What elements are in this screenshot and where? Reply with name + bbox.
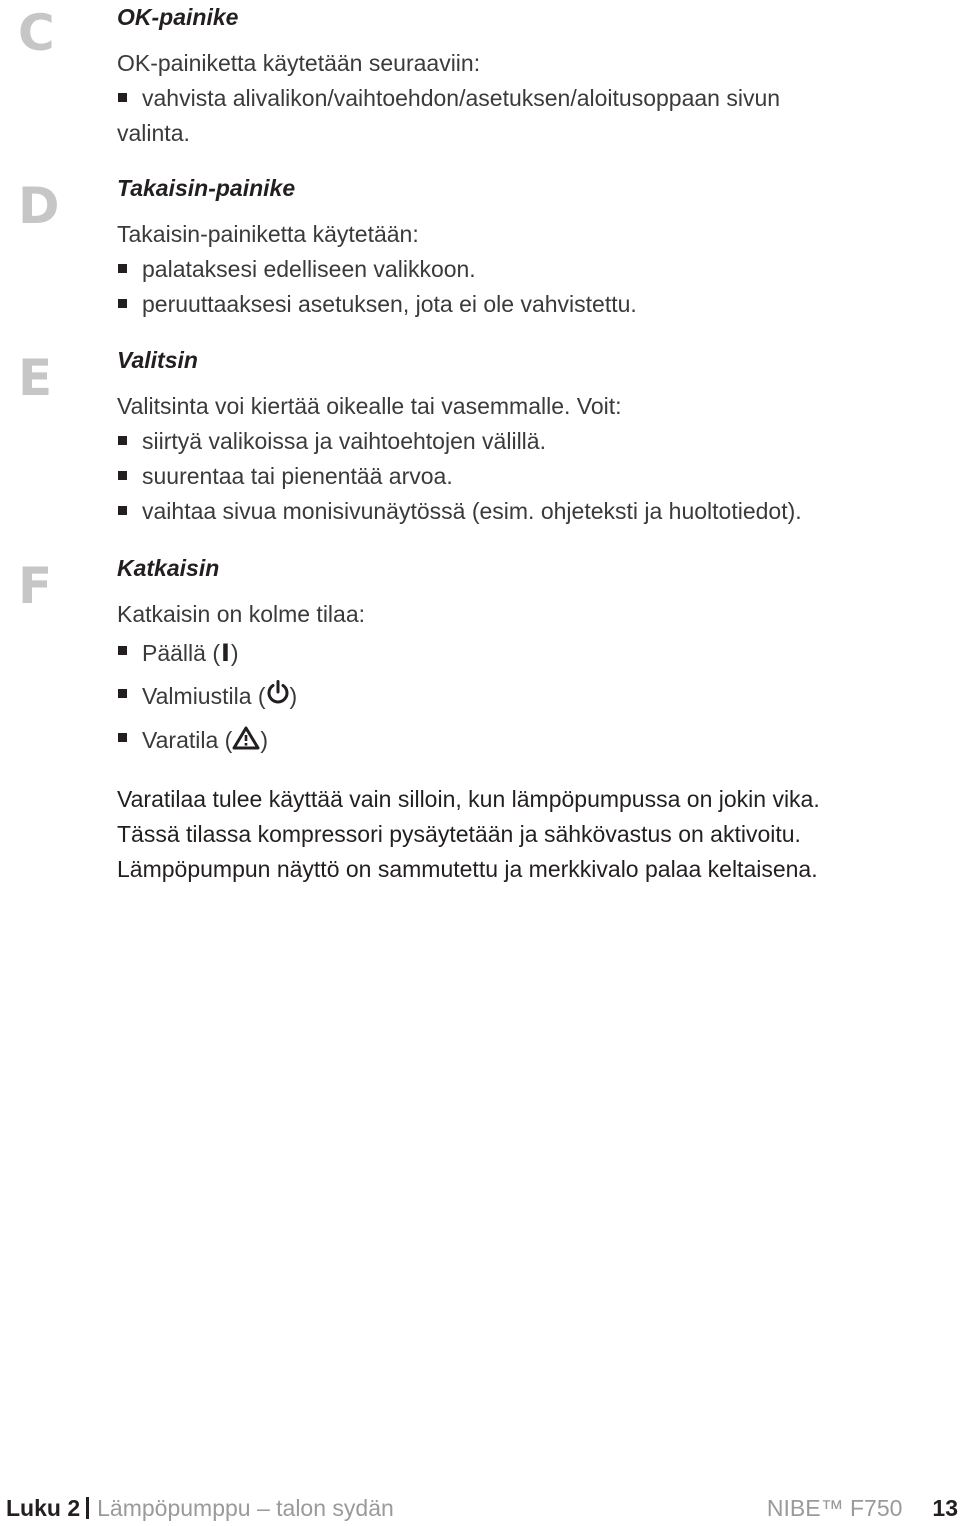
section-intro: Takaisin-painiketta käytetään: (117, 221, 419, 247)
section-letter: D (18, 177, 60, 235)
list-item-continuation: valinta. (117, 120, 190, 146)
on-symbol: I (220, 639, 230, 667)
paragraph-line: Lämpöpumpun näyttö on sammutettu ja merkkivalo palaa keltaisena. (117, 855, 818, 882)
mode-emergency (117, 719, 937, 763)
footer-chapter: Luku 2 (6, 1495, 81, 1521)
section-heading: Katkaisin (117, 555, 220, 581)
page-number: 13 (932, 1495, 958, 1521)
mode-label: Päällä ( (142, 640, 220, 666)
section-letter: F (18, 557, 53, 615)
list-item: vahvista alivalikon/vaihtoehdon/asetuksen/aloitusoppaan sivun (117, 81, 937, 116)
footer-product: NIBE™ F750 (766, 1495, 903, 1521)
section-intro: Katkaisin on kolme tilaa: (117, 601, 366, 627)
mode-label: Varatila ( (142, 727, 233, 754)
list-item: palataksesi edelliseen valikkoon. (117, 252, 937, 287)
mode-close: ) (260, 727, 268, 754)
mode-close: ) (289, 683, 298, 709)
section-heading: Takaisin-painike (117, 175, 296, 201)
paragraph-line: Tässä tilassa kompressori pysäytetään ja sähkövastus on aktivoitu. (117, 820, 801, 847)
list-item: vaihtaa sivua monisivunäytössä (esim. ohjeteksti ja huoltotiedot). (117, 494, 937, 529)
power-standby-icon (266, 676, 290, 719)
emergency-mode-paragraph (117, 782, 937, 887)
warning-triangle-icon (232, 721, 260, 764)
section-heading: OK-painike (117, 4, 239, 30)
section-letter: C (18, 4, 55, 62)
page-footer (6, 1492, 958, 1524)
mode-standby (117, 675, 937, 719)
section-intro: OK-painiketta käytetään seuraaviin: (117, 50, 481, 76)
mode-on (117, 632, 937, 675)
mode-close: ) (230, 640, 239, 666)
paragraph-line: Varatilaa tulee käyttää vain silloin, kun lämpöpumpussa on jokin vika. (117, 785, 820, 812)
section-letter: E (18, 349, 53, 407)
footer-chapter-title: Lämpöpumppu – talon sydän (97, 1495, 394, 1521)
list-item: suurentaa tai pienentää arvoa. (117, 459, 937, 494)
section-intro: Valitsinta voi kiertää oikealle tai vasemmalle. Voit: (117, 393, 622, 419)
list-item: siirtyä valikoissa ja vaihtoehtojen välillä. (117, 424, 937, 459)
list-item: peruuttaaksesi asetuksen, jota ei ole vahvistettu. (117, 287, 937, 322)
footer-divider (86, 1497, 89, 1519)
section-heading: Valitsin (117, 347, 198, 373)
mode-label: Valmiustila ( (142, 683, 266, 709)
